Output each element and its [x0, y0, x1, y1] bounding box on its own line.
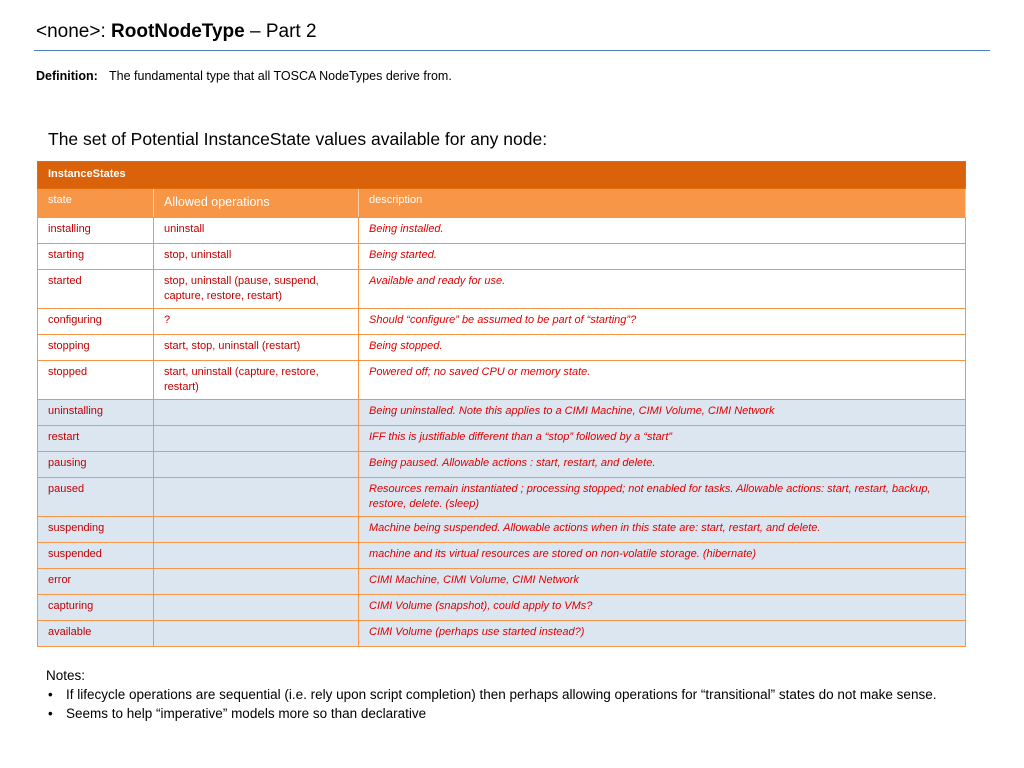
description-cell: Resources remain instantiated ; processing stopped; not enabled for tasks. Allowable actions: start, restart, backup, restore, delete. (sleep): [359, 478, 966, 517]
definition-label: Definition:: [36, 69, 98, 83]
state-cell: suspending: [38, 517, 154, 543]
allowed-operations-cell: ?: [154, 309, 359, 335]
column-header-state: state: [38, 189, 154, 218]
allowed-operations-cell: start, stop, uninstall (restart): [154, 335, 359, 361]
allowed-operations-cell: [154, 517, 359, 543]
page-title: [36, 20, 317, 44]
description-cell: Being paused. Allowable actions : start, restart, and delete.: [359, 452, 966, 478]
title-suffix: – Part 2: [244, 21, 317, 42]
table-row: [38, 595, 966, 621]
notes-list: [46, 685, 976, 723]
table-row: [38, 270, 966, 309]
allowed-operations-cell: [154, 595, 359, 621]
bullet-icon: •: [48, 687, 53, 702]
table-row: [38, 543, 966, 569]
column-header-allowed-operations: Allowed operations: [154, 189, 359, 218]
definition: [36, 68, 452, 84]
bullet-icon: •: [48, 706, 53, 721]
allowed-operations-cell: [154, 478, 359, 517]
state-cell: starting: [38, 244, 154, 270]
table-row: [38, 452, 966, 478]
section-subtitle: The set of Potential InstanceState values available for any node:: [48, 129, 548, 149]
description-cell: Machine being suspended. Allowable actions when in this state are: start, restart, and delete.: [359, 517, 966, 543]
table-row: [38, 335, 966, 361]
allowed-operations-cell: stop, uninstall (pause, suspend, capture, restore, restart): [154, 270, 359, 309]
state-cell: configuring: [38, 309, 154, 335]
state-cell: stopping: [38, 335, 154, 361]
description-cell: Being stopped.: [359, 335, 966, 361]
table-row: [38, 309, 966, 335]
allowed-operations-cell: stop, uninstall: [154, 244, 359, 270]
state-cell: pausing: [38, 452, 154, 478]
state-cell: error: [38, 569, 154, 595]
instance-states-table: [37, 161, 966, 647]
note-item: [48, 704, 976, 723]
table-row: [38, 400, 966, 426]
allowed-operations-cell: [154, 621, 359, 647]
table-column-header: [38, 189, 966, 218]
description-cell: Being started.: [359, 244, 966, 270]
description-cell: Being uninstalled. Note this applies to a CIMI Machine, CIMI Volume, CIMI Network: [359, 400, 966, 426]
title-prefix: <none>:: [36, 21, 112, 42]
allowed-operations-cell: [154, 426, 359, 452]
table-row: [38, 569, 966, 595]
notes-title: Notes:: [46, 668, 86, 683]
notes: [46, 666, 976, 723]
description-cell: CIMI Volume (snapshot), could apply to VMs?: [359, 595, 966, 621]
table-row: [38, 621, 966, 647]
column-header-description: description: [359, 189, 966, 218]
table-row: [38, 244, 966, 270]
table-row: [38, 218, 966, 244]
description-cell: IFF this is justifiable different than a “stop” followed by a “start”: [359, 426, 966, 452]
state-cell: capturing: [38, 595, 154, 621]
title-type-name: RootNodeType: [111, 21, 245, 42]
description-cell: CIMI Machine, CIMI Volume, CIMI Network: [359, 569, 966, 595]
title-divider: [34, 50, 990, 51]
allowed-operations-cell: uninstall: [154, 218, 359, 244]
description-cell: machine and its virtual resources are stored on non-volatile storage. (hibernate): [359, 543, 966, 569]
table-row: [38, 478, 966, 517]
definition-text: The fundamental type that all TOSCA NodeTypes derive from.: [109, 69, 452, 83]
allowed-operations-cell: [154, 543, 359, 569]
state-cell: restart: [38, 426, 154, 452]
table-group-header: [38, 162, 966, 189]
table-row: [38, 426, 966, 452]
allowed-operations-cell: [154, 400, 359, 426]
description-cell: CIMI Volume (perhaps use started instead?): [359, 621, 966, 647]
state-cell: available: [38, 621, 154, 647]
description-cell: Being installed.: [359, 218, 966, 244]
state-cell: paused: [38, 478, 154, 517]
note-text: If lifecycle operations are sequential (i.e. rely upon script completion) then perhaps allowing operations for “transitional” states do not make sense.: [66, 687, 937, 702]
state-cell: stopped: [38, 361, 154, 400]
group-header-cell: InstanceStates: [38, 162, 966, 189]
description-cell: Should “configure” be assumed to be part of “starting”?: [359, 309, 966, 335]
description-cell: Available and ready for use.: [359, 270, 966, 309]
state-cell: started: [38, 270, 154, 309]
note-text: Seems to help “imperative” models more so than declarative: [66, 706, 427, 721]
table-row: [38, 517, 966, 543]
allowed-operations-cell: start, uninstall (capture, restore, restart): [154, 361, 359, 400]
description-cell: Powered off; no saved CPU or memory state.: [359, 361, 966, 400]
state-cell: suspended: [38, 543, 154, 569]
note-item: [48, 685, 976, 704]
state-cell: installing: [38, 218, 154, 244]
state-cell: uninstalling: [38, 400, 154, 426]
allowed-operations-cell: [154, 452, 359, 478]
table-row: [38, 361, 966, 400]
allowed-operations-cell: [154, 569, 359, 595]
